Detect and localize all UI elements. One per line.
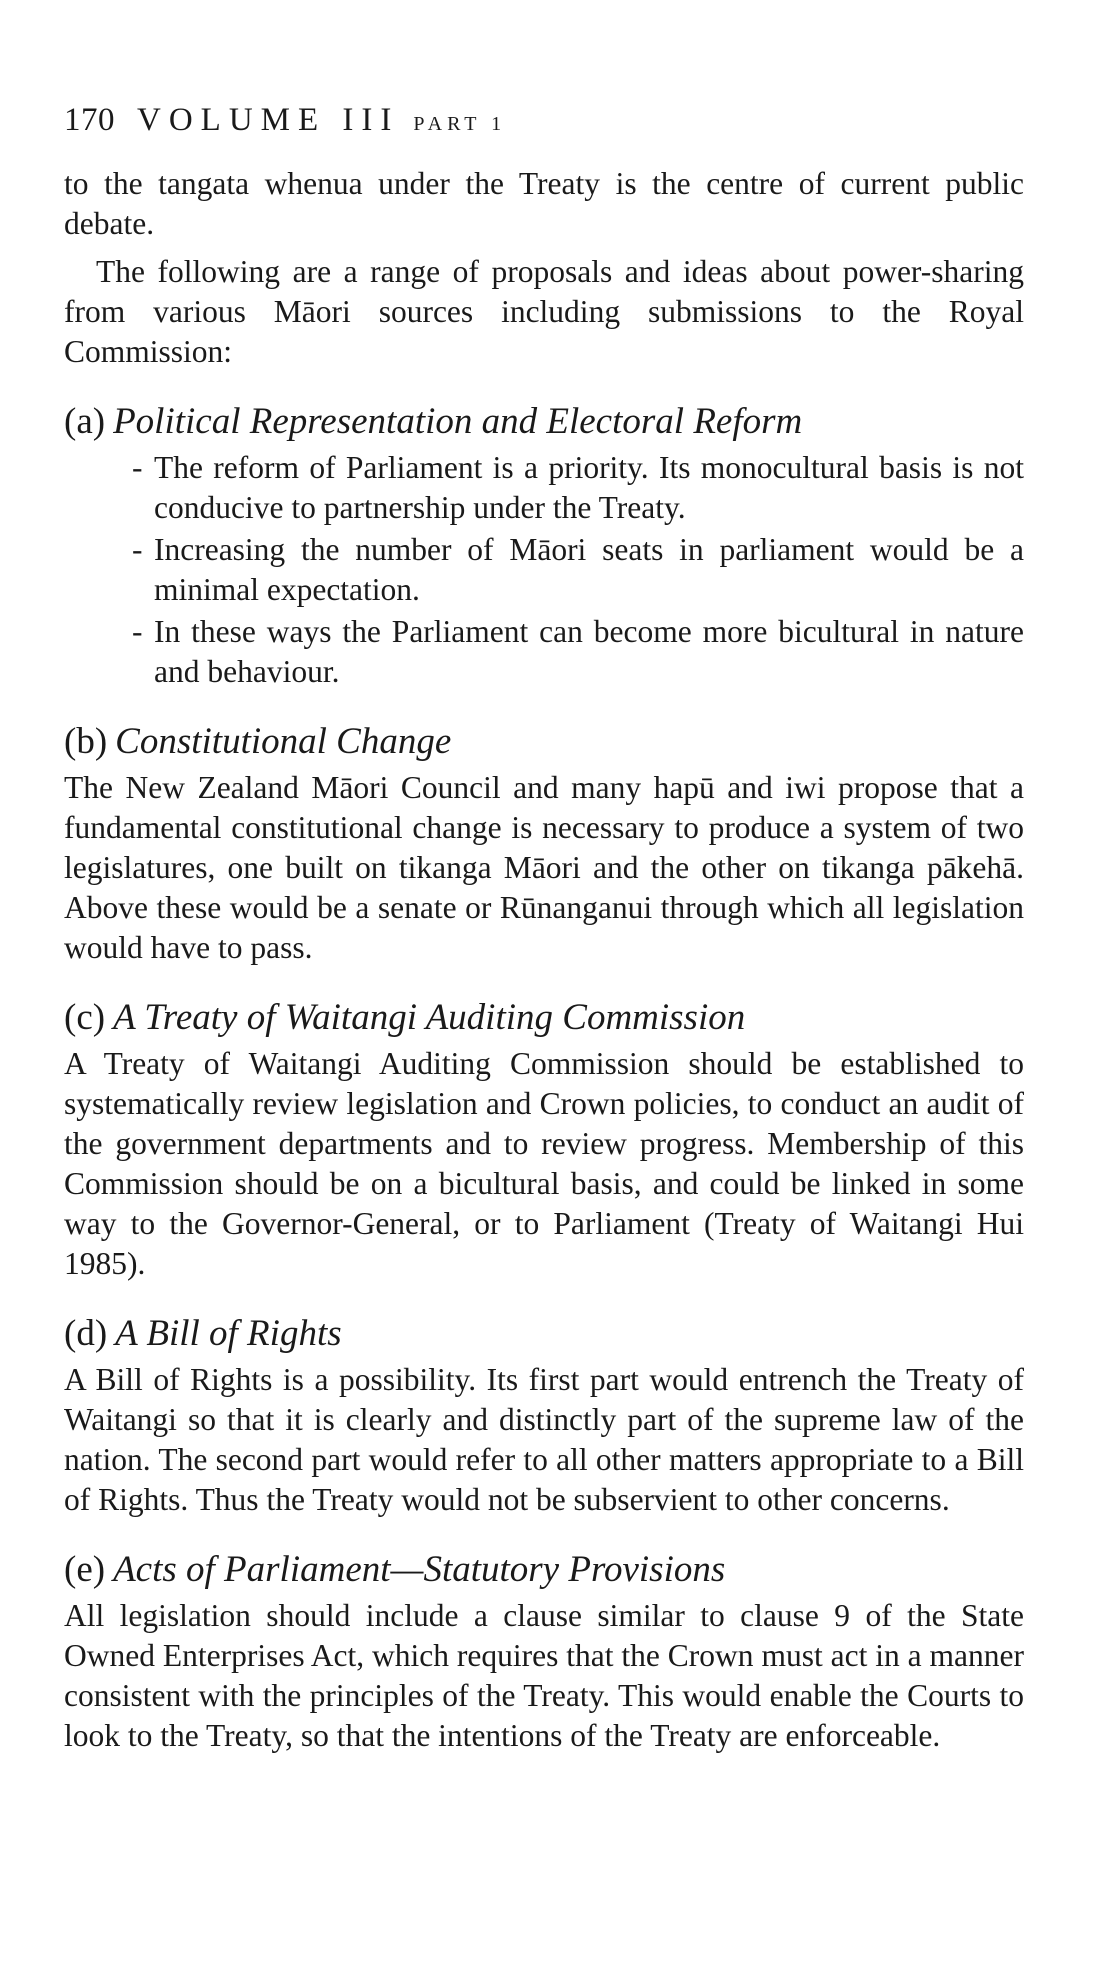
section-d-title: A Bill of Rights (115, 1313, 342, 1354)
section-c-label: (c) (64, 997, 106, 1038)
section-b-title: Constitutional Change (115, 721, 452, 762)
section-e-heading (64, 1546, 1024, 1594)
section-d-body: A Bill of Rights is a possibility. Its first part would entrench the Treaty of Waitangi so that it is clearly and distinctly part of the supreme law of the nation. The second part would refer to all other matters appropriate to a Bill of Rights. Thus the Treaty would not be subservient to other concerns. (64, 1362, 1024, 1517)
book-page (64, 100, 1024, 1756)
section-d-heading (64, 1310, 1024, 1358)
section-a-heading (64, 398, 1024, 446)
page-number: 170 (64, 102, 115, 138)
intro-paragraph-continued: to the tangata whenua under the Treaty is the centre of current public debate. (64, 166, 1024, 241)
section-b-label: (b) (64, 721, 108, 762)
section-c-heading (64, 994, 1024, 1042)
list-item (132, 448, 1024, 528)
section-c-body: A Treaty of Waitangi Auditing Commission should be established to systematically review legislation and Crown policies, to conduct an audit of the government departments and to review progress. Membership of this Commission should be on a bicultural basis, and could be linked in some way to the Governor-General, or to Parliament (Treaty of Waitangi Hui 1985). (64, 1046, 1024, 1281)
section-a-list (64, 448, 1024, 692)
section-e-body: All legislation should include a clause similar to clause 9 of the State Owned Enterprises Act, which requires that the Crown must act in a manner consistent with the principles of the Treaty. This would enable the Courts to look to the Treaty, so that the intentions of the Treaty are enforceable. (64, 1598, 1024, 1753)
section-d-label: (d) (64, 1313, 108, 1354)
section-b-heading (64, 718, 1024, 766)
intro-paragraph: The following are a range of proposals and ideas about power-sharing from various Māori sources including submissions to the Royal Commission: (64, 254, 1024, 369)
list-item-text: In these ways the Parliament can become more bicultural in nature and behaviour. (154, 614, 1024, 689)
list-item (132, 530, 1024, 610)
section-b-body: The New Zealand Māori Council and many hapū and iwi propose that a fundamental constitutional change is necessary to produce a system of two legislatures, one built on tikanga Māori and the other on tikanga pākehā. Above these would be a senate or Rūnanganui through which all legislation would have to pass. (64, 770, 1024, 965)
list-item-text: Increasing the number of Māori seats in parliament would be a minimal expectation. (154, 532, 1024, 607)
part-label: PART 1 (413, 113, 507, 135)
running-head (64, 100, 1024, 144)
list-item (132, 612, 1024, 692)
section-e-label: (e) (64, 1549, 106, 1590)
dash-marker: - (132, 614, 143, 649)
volume-label: VOLUME III (137, 102, 400, 138)
dash-marker: - (132, 450, 143, 485)
section-e-title: Acts of Parliament—Statutory Provisions (113, 1549, 726, 1590)
section-a-label: (a) (64, 401, 106, 442)
dash-marker: - (132, 532, 143, 567)
list-item-text: The reform of Parliament is a priority. Its monocultural basis is not conducive to partnership under the Treaty. (154, 450, 1024, 525)
section-a-title: Political Representation and Electoral Reform (113, 401, 803, 442)
section-c-title: A Treaty of Waitangi Auditing Commission (113, 997, 746, 1038)
